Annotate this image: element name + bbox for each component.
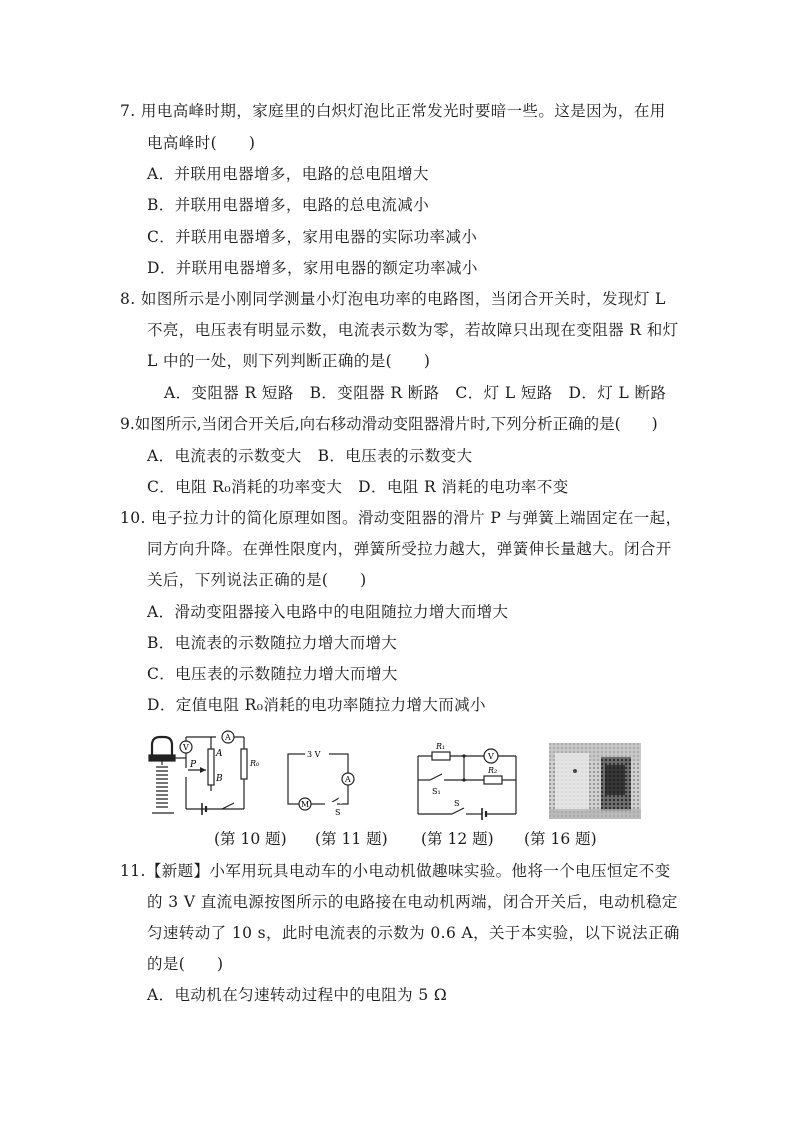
fig12-voltmeter-label: V <box>488 752 494 761</box>
fig12-s-label: S <box>454 799 460 808</box>
caption-figure-12: (第 12 题) <box>421 830 494 848</box>
q10-stem-line2: 同方向升降。在弹性限度内，弹簧所受拉力越大，弹簧伸长量越大。闭合开 <box>147 540 672 558</box>
q9-options-cd: C．电阻 R₀消耗的功率变大 D．电阻 R 消耗的电功率不变 <box>147 478 569 496</box>
figure-q10-circuit <box>146 733 266 819</box>
q10-stem-line1: 10. 电子拉力计的简化原理如图。滑动变阻器的滑片 P 与弹簧上端固定在一起， <box>120 509 682 527</box>
q11-option-a: A．电动机在匀速转动过程中的电阻为 5 Ω <box>147 986 448 1004</box>
q10-option-a: A．滑动变阻器接入电路中的电阻随拉力增大而增大 <box>147 603 509 621</box>
q8-options: A．变阻器 R 短路 B．变阻器 R 断路 C．灯 L 短路 D．灯 L 断路 <box>164 384 667 402</box>
fig10-terminal-b-label: B <box>216 774 223 784</box>
q7-stem-line2: 电高峰时( ) <box>147 134 256 152</box>
fig12-s1-label: S₁ <box>432 787 441 796</box>
q10-option-d: D．定值电阻 R₀消耗的电功率随拉力增大而减小 <box>147 696 486 714</box>
q7-option-b: B．并联用电器增多，电路的总电流减小 <box>147 196 430 214</box>
fig10-ammeter-label: A <box>225 733 231 742</box>
q11-stem-line3: 匀速转动了 10 s，此时电流表的示数为 0.6 A，关于本实验，以下说法正确 <box>147 924 680 942</box>
caption-figure-16: (第 16 题) <box>524 830 597 848</box>
q7-stem-line1: 7. 用电高峰时期，家庭里的白炽灯泡比正常发光时要暗一些。这是因为，在用 <box>120 102 666 120</box>
figure-q11-circuit <box>285 746 355 817</box>
q8-stem-line2: 不亮，电压表有明显示数，电流表示数为零，若故障只出现在变阻器 R 和灯 <box>147 321 679 339</box>
figure-q16-photo <box>549 743 641 819</box>
q10-option-c: C．电压表的示数随拉力增大而增大 <box>147 665 398 683</box>
q9-stem: 9.如图所示,当闭合开关后,向右移动滑动变阻器滑片时,下列分析正确的是( ) <box>120 415 658 433</box>
fig10-slider-p-label: P <box>190 760 197 770</box>
fig10-voltmeter-label: V <box>183 743 189 752</box>
fig11-ammeter-label: A <box>345 775 351 784</box>
caption-figure-11: (第 11 题) <box>315 830 388 848</box>
fig11-motor-label: M <box>301 800 310 809</box>
fig10-r0-label: R₀ <box>250 759 260 768</box>
q8-stem-line1: 8. 如图所示是小刚同学测量小灯泡电功率的电路图，当闭合开关时，发现灯 L <box>120 290 666 308</box>
figure-q12-circuit <box>414 740 520 820</box>
caption-figure-10: (第 10 题) <box>214 830 287 848</box>
fig10-terminal-a-label: A <box>216 749 223 759</box>
q9-options-ab: A．电流表的示数变大 B．电压表的示数变大 <box>147 447 473 465</box>
q10-stem-line3: 关后，下列说法正确的是( ) <box>147 571 367 589</box>
q7-option-a: A．并联用电器增多，电路的总电阻增大 <box>147 165 429 183</box>
q11-stem-line2: 的 3 V 直流电源按图所示的电路接在电动机两端，闭合开关后，电动机稳定 <box>147 893 678 911</box>
fig12-r1-label: R₁ <box>436 742 446 751</box>
q8-stem-line3: L 中的一处，则下列判断正确的是( ) <box>147 352 431 370</box>
q7-option-c: C．并联用电器增多，家用电器的实际功率减小 <box>147 228 478 246</box>
fig11-switch-label: S <box>335 808 341 817</box>
q7-option-d: D．并联用电器增多，家用电器的额定功率减小 <box>147 259 478 277</box>
q11-stem-line1: 11.【新题】小军用玩具电动车的小电动机做趣味实验。他将一个电压恒定不变 <box>120 862 671 880</box>
q10-option-b: B．电流表的示数随拉力增大而增大 <box>147 634 398 652</box>
fig11-voltage-label: 3 V <box>307 750 321 759</box>
q11-stem-line4: 的是( ) <box>147 955 224 973</box>
fig12-r2-label: R₂ <box>488 766 498 775</box>
